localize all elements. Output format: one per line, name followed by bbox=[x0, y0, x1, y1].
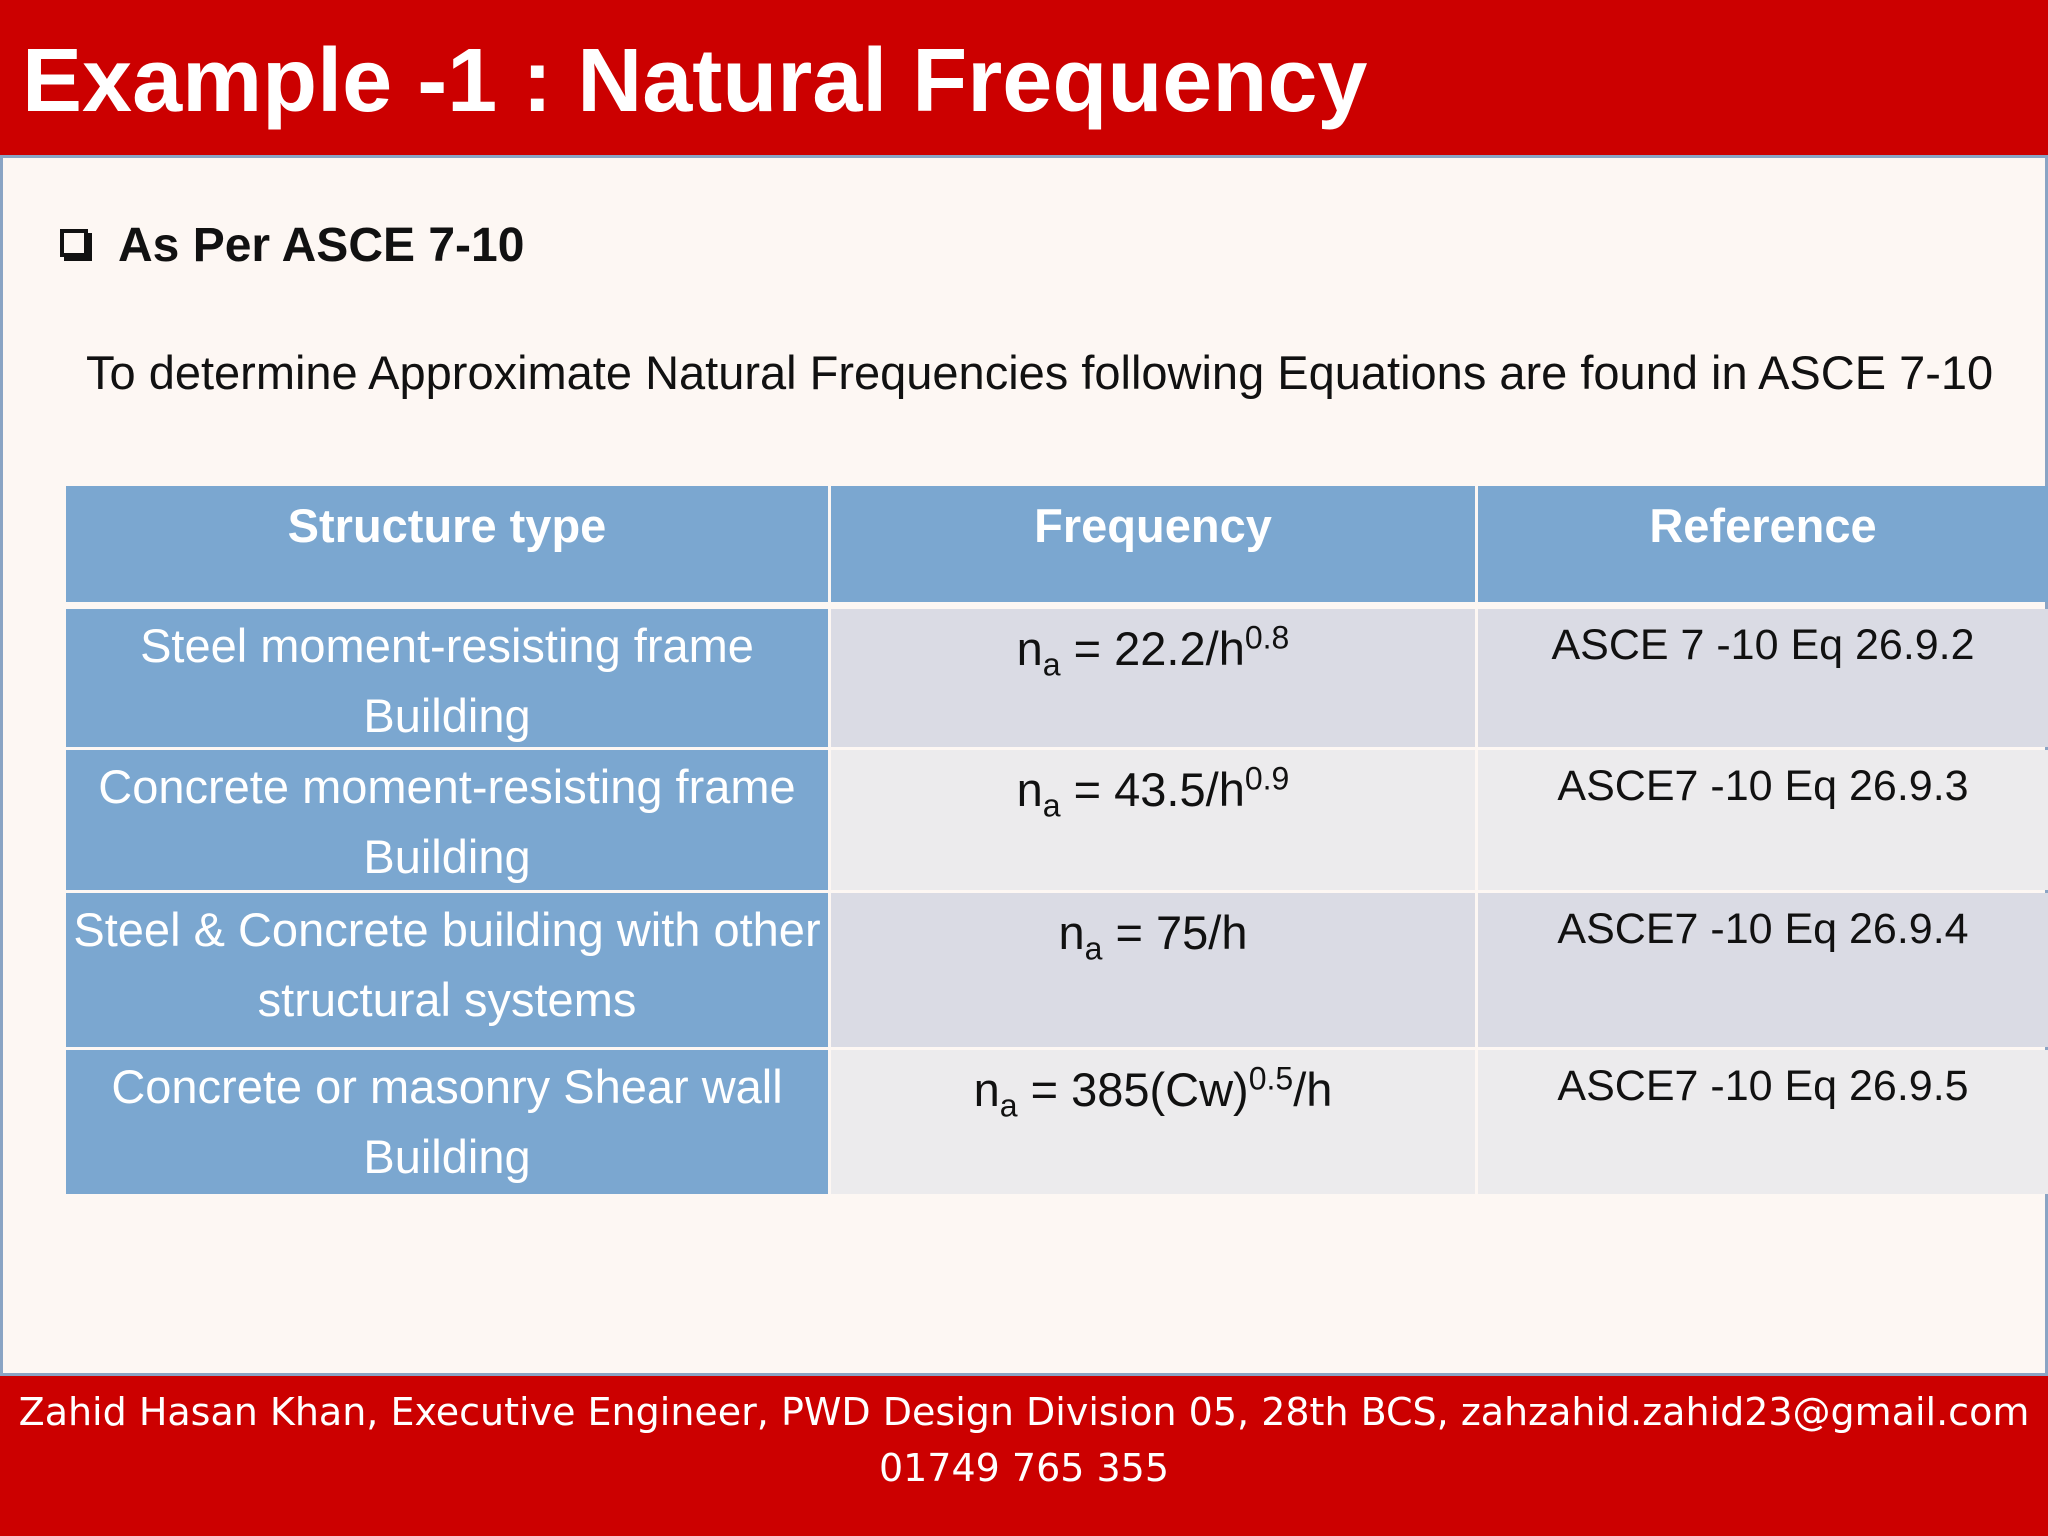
structure-type-cell: Concrete moment-resisting frame Building bbox=[66, 750, 828, 890]
frequency-formula-cell bbox=[831, 750, 1475, 890]
structure-type-cell: Steel & Concrete building with other structural systems bbox=[66, 893, 828, 1047]
frame-left-border bbox=[0, 158, 3, 1376]
footer-bar bbox=[0, 1373, 2048, 1536]
formula-subscript: a bbox=[1042, 787, 1061, 824]
intro-paragraph: To determine Approximate Natural Frequencies following Equations are found in ASCE 7-10 bbox=[86, 346, 1994, 399]
formula-body: = 75/h bbox=[1102, 906, 1248, 959]
formula-n: n bbox=[973, 1063, 1000, 1116]
header-structure-type: Structure type bbox=[66, 486, 828, 602]
table-row bbox=[66, 609, 2048, 747]
formula-n: n bbox=[1058, 906, 1085, 959]
formula-subscript: a bbox=[1042, 646, 1061, 683]
formula-subscript: a bbox=[1084, 930, 1103, 967]
footer-phone-line: 01749 765 355 bbox=[878, 1446, 1170, 1490]
checkbox-bullet-icon bbox=[60, 229, 88, 257]
reference-cell: ASCE 7 -10 Eq 26.9.2 bbox=[1478, 609, 2048, 747]
formula-exponent: 0.9 bbox=[1244, 760, 1290, 797]
table-row bbox=[66, 1050, 2048, 1194]
title-bar bbox=[0, 0, 2048, 158]
formula-body: = 43.5/h bbox=[1060, 763, 1245, 816]
formula-n: n bbox=[1016, 763, 1043, 816]
structure-type-cell: Concrete or masonry Shear wall Building bbox=[66, 1050, 828, 1194]
footer-author-line: Zahid Hasan Khan, Executive Engineer, PWD Design Division 05, 28th BCS, zahzahid.zahid23@gmail.com bbox=[18, 1390, 2030, 1434]
formula-exponent: 0.8 bbox=[1244, 619, 1290, 656]
header-frequency: Frequency bbox=[831, 486, 1475, 602]
frequency-formula-cell bbox=[831, 1050, 1475, 1194]
table-row bbox=[66, 893, 2048, 1047]
formula-n: n bbox=[1016, 622, 1043, 675]
formula-tail: /h bbox=[1293, 1063, 1333, 1116]
reference-cell: ASCE7 -10 Eq 26.9.4 bbox=[1478, 893, 2048, 1047]
formula-exponent: 0.5 bbox=[1248, 1060, 1294, 1097]
formula-body: = 385(Cw) bbox=[1017, 1063, 1249, 1116]
formula-body: = 22.2/h bbox=[1060, 622, 1245, 675]
reference-cell: ASCE7 -10 Eq 26.9.3 bbox=[1478, 750, 2048, 890]
formula-subscript: a bbox=[999, 1087, 1018, 1124]
slide-title: Example -1 : Natural Frequency bbox=[22, 31, 1368, 131]
reference-cell: ASCE7 -10 Eq 26.9.5 bbox=[1478, 1050, 2048, 1194]
frequency-formula-cell bbox=[831, 893, 1475, 1047]
bullet-text: As Per ASCE 7-10 bbox=[118, 218, 525, 272]
header-reference: Reference bbox=[1478, 486, 2048, 602]
bullet-heading bbox=[60, 215, 524, 275]
table-header-row bbox=[66, 486, 2048, 602]
structure-type-cell: Steel moment-resisting frame Building bbox=[66, 609, 828, 747]
frequency-formula-cell bbox=[831, 609, 1475, 747]
table-row bbox=[66, 750, 2048, 890]
